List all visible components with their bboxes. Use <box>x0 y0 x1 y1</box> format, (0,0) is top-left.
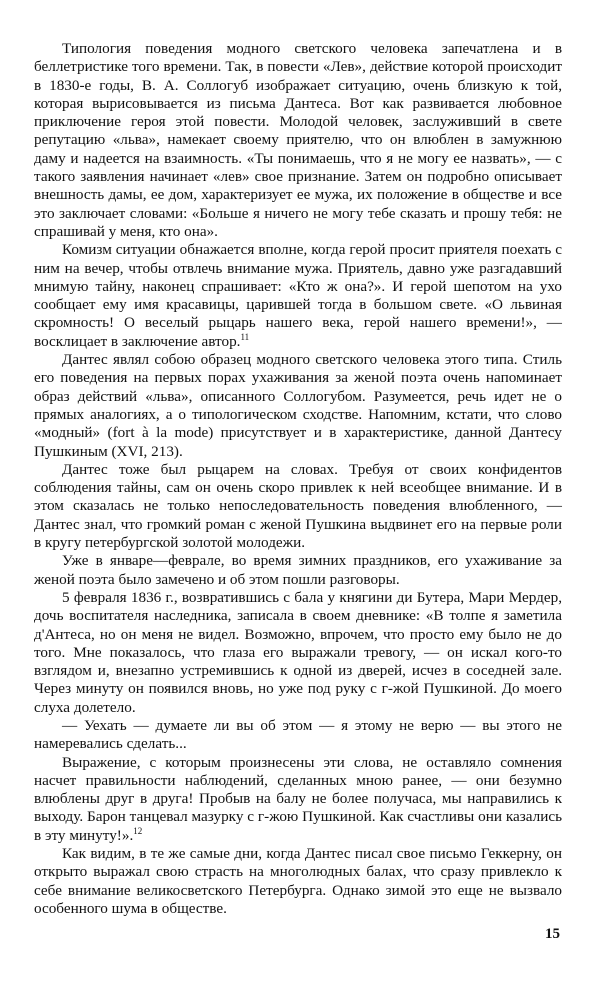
page-number: 15 <box>545 926 560 942</box>
paragraph-text: 5 февраля 1836 г., возвратившись с бала у княгини ди Бутера, Мари Мердер, дочь воспитателя наследника, записала в своем дневнике: «В толпе я заметила д'Антеса, но он меня не видел. Возможно, впрочем, что просто ему было не до того. Мне показалось, что глаза его выражали тревогу, — он искал кого-то взглядом и, внезапно устремившись к одной из дверей, исчез в соседней зале. Через минуту он появился вновь, но уже под руку с г-жой Пушкиной. До моего слуха долетело. <box>34 588 562 716</box>
paragraph-text: Дантес являл собою образец модного светского человека этого типа. Стиль его поведения на первых порах ухаживания за женой поэта очень напоминает образ действий «льва», описанного Соллогубом. Разумеется, речь идет не о прямых аналогиях, а о типологическом сходстве. Напомним, кстати, что слово «модный» (fort à la mode) присутствует и в характеристике, данной Дантесу Пушкиным (XVI, 213). <box>34 351 562 460</box>
paragraph-text: Типология поведения модного светского человека запечатлена и в беллетристике того времени. Так, в повести «Лев», действие которой происходит в 1830-е годы, В. А. Соллогуб изображает ситуацию, очень близкую к той, которая вырисовывается из письма Дантеса. Вот как развивается любовное приключение героя этой повести. Молодой человек, заслуживший в свете репутацию «льва», намекает своему приятелю, что он влюблен в замужнюю даму и надеется на взаимность. «Ты понимаешь, что я не могу ее назвать», — с такого заявления начинает «лев» свое признание. Затем он подробно описывает внешность дамы, ее дом, характеризует ее мужа, их положение в обществе и все это заключает словами: «Больше я ничего не могу тебе сказать и прошу тебя: не спрашивай у меня, кто она». <box>34 40 562 240</box>
paragraph <box>34 241 562 351</box>
paragraph <box>34 351 562 461</box>
body-text <box>34 40 562 918</box>
footnote-marker: 12 <box>133 825 143 836</box>
paragraph-text: Выражение, с которым произнесены эти слова, не оставляло сомнения насчет правильности наблюдений, сделанных мною ранее, — они безумно влюблены друг в друга! Пробыв на балу не более получаса, мы направились к выходу. Барон танцевал мазурку с г-жою Пушкиной. Как счастливы они казались в эту минуту!». <box>34 753 562 844</box>
paragraph-text: — Уехать — думаете ли вы об этом — я этому не верю — вы этого не намеревались сделать... <box>34 716 562 753</box>
paragraph <box>34 552 562 589</box>
paragraph <box>34 461 562 552</box>
paragraph-text: Комизм ситуации обнажается вполне, когда герой просит приятеля поехать с ним на вечер, чтобы отвлечь внимание мужа. Приятель, давно уже разгадавший мнимую тайну, наконец спрашивает: «Кто ж она?». И герой шепотом на ухо сообщает ему имя красавицы, царившей тогда в большом свете. «О львиная скромность! О веселый рыцарь нашего века, герой нашего времени!», — восклицает в заключение автор. <box>34 241 562 350</box>
paragraph-text: Дантес тоже был рыцарем на словах. Требуя от своих конфидентов соблюдения тайны, сам он очень скоро привлек к ней всеобщее внимание. И в этом сказалась не только непоследовательность поведения влюбленного, — Дантес знал, что громкий роман с женой Пушкина выдвинет его на первые роли в кругу петербургской золотой молодежи. <box>34 460 562 552</box>
paragraph <box>34 40 562 241</box>
paragraph <box>34 717 562 754</box>
paragraph <box>34 845 562 918</box>
paragraph <box>34 754 562 845</box>
paragraph <box>34 589 562 717</box>
paragraph-text: Как видим, в те же самые дни, когда Дантес писал свое письмо Геккерну, он открыто выражал свою страсть на многолюдных балах, что сразу привлекло к себе внимание великосветского Петербурга. Однако зимой это еще не вызвало особенного шума в обществе. <box>34 845 562 917</box>
paragraph-text: Уже в январе—феврале, во время зимних праздников, его ухаживание за женой поэта было замечено и об этом пошли разговоры. <box>34 552 562 588</box>
footnote-marker: 11 <box>240 331 250 342</box>
